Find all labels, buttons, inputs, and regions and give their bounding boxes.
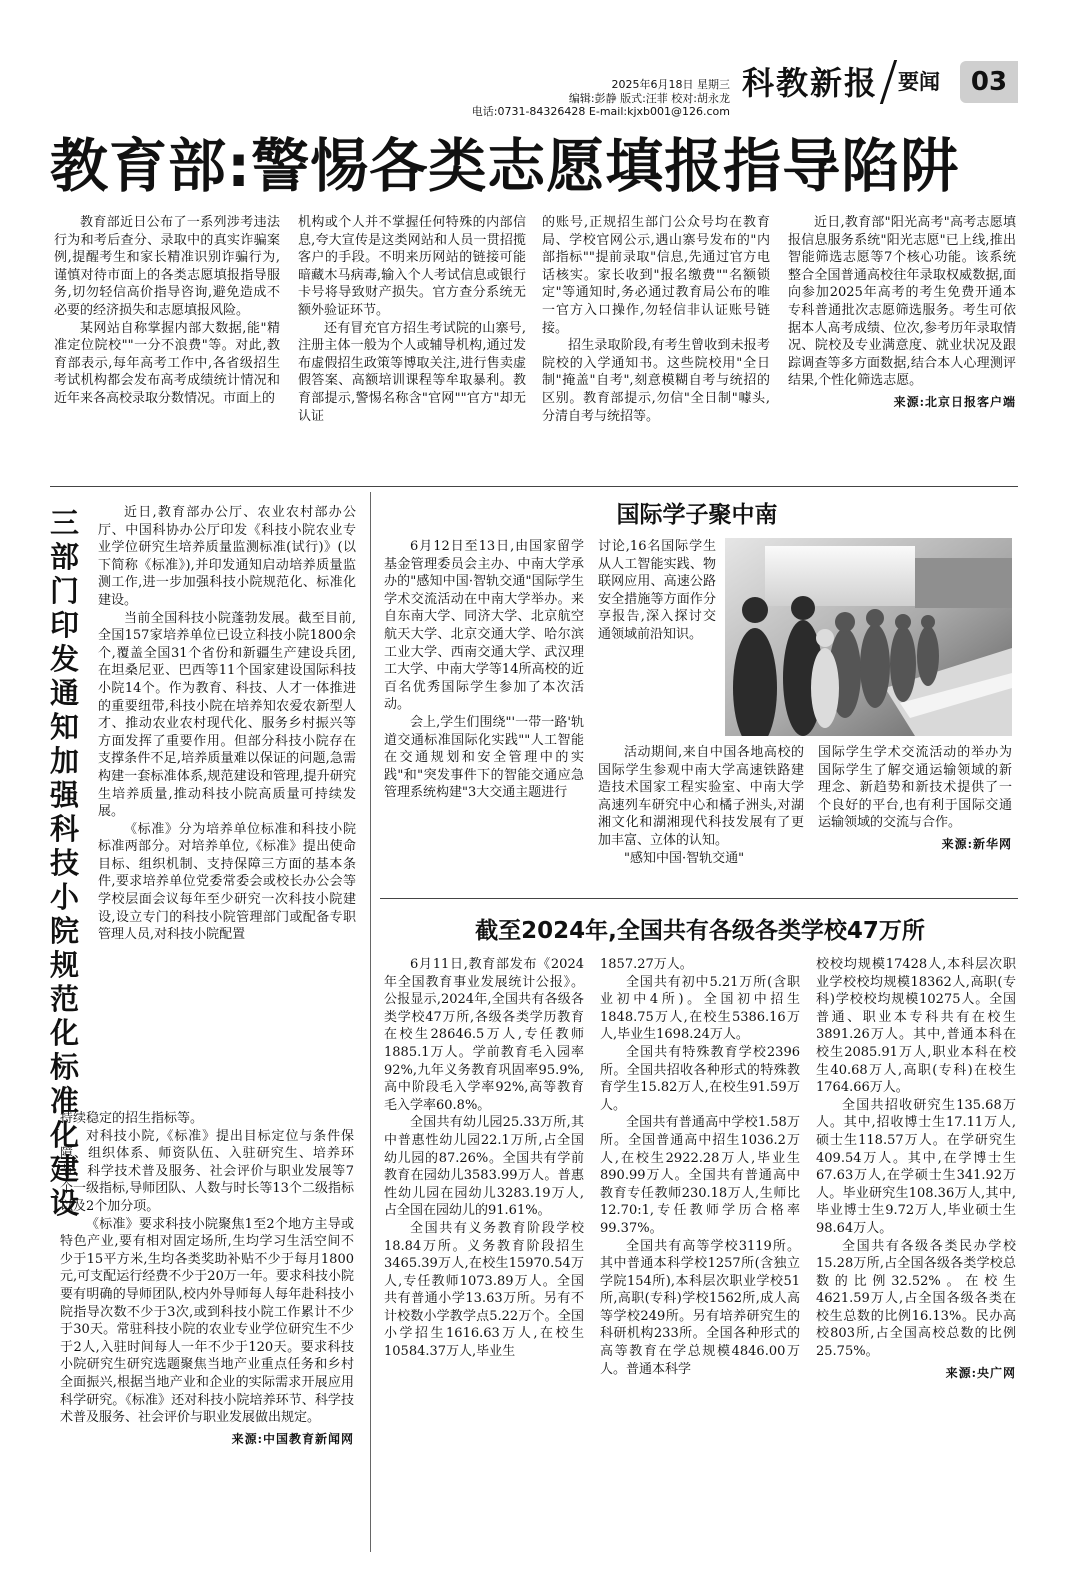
article1-col4 — [788, 214, 1016, 412]
article2-paragraph: 当前全国科技小院蓬勃发展。截至目前,全国157家培养单位已设立科技小院1800余个,覆盖全国31个省份和新疆生产建设兵团,在坦桑尼亚、巴西等11个国家建设国际科技小院14个。作为教育、科技、人才一体推进的重要纽带,科技小院在培养知农爱农新型人才、推动农业农村现代化、服务乡村振兴等方面发挥了重要作用。但部分科技小院存在支撑条件不足,培养质量难以保证的问题,急需构建一套标准体系,规范建设和管理,提升研究生培养质量,推动科技小院高质量可持续发展。 — [98, 610, 356, 820]
article3-col3 — [818, 744, 1012, 854]
article3-title: 国际学子聚中南 — [616, 502, 778, 528]
article3-paragraph: 活动期间,来自中国各地高校的国际学生参观中南大学高速铁路建造技术国家工程实验室、中南大学高速列车研究中心和橘子洲头,对湖湘文化和湖湘现代科技发展有了更加丰富、立体的认知。 — [598, 745, 804, 848]
article1-paragraph: 还有冒充官方招生考试院的山寨号,注册主体一般为个人或辅导机构,通过发布虚假招生政策等博取关注,进行售卖虚假答案、高额培训课程等牟取暴利。教育部提示,警惕名称含"官网""官方"却无认证 — [298, 320, 526, 424]
article4-paragraph: 1857.27万人。 — [600, 957, 693, 972]
article4-title: 截至2024年,全国共有各级各类学校47万所 — [475, 918, 925, 944]
article4-paragraph: 全国共有普通高中学校1.58万所。全国普通高中招生1036.2万人,在校生2922.28万人,毕业生890.99万人。全国共有普通高中教育专任教师230.18万人,生师比12.70:1,专任教师学历合格率99.37%。 — [600, 1115, 800, 1236]
article4-paragraph: 校校均规模17428人,本科层次职业学校校均规模18362人,高职(专科)学校校均规模10275人。全国普通、职业本专科共有在校生3891.26万人。其中,普通本科在校生2085.91万人,职业本科在校生40.68万人,高职(专科)在校生1764.66万人。 — [816, 957, 1016, 1096]
article4-col2 — [600, 956, 800, 1378]
masthead-info — [460, 78, 730, 119]
article4-paragraph: 全国共有各级各类民办学校15.28万所,占全国各级各类学校总数的比例32.52%。在校生4621.59万人,占全国各级各类在校生总数的比例16.13%。民办高校803所,占全国高校总数的比例25.75%。 — [816, 1238, 1016, 1360]
section-divider — [380, 898, 1018, 899]
article1-source: 来源:北京日报客户端 — [893, 394, 1016, 409]
article1-paragraph: 的账号,正规招生部门公众号均在教育局、学校官网公示,遇山寨号发布的"内部指标""提前录取"信息,先通过官方电话核实。家长收到"报名缴费""名额锁定"等通知时,务必通过教育局公布的唯一官方入口操作,勿轻信非认证账号链接。 — [542, 215, 770, 336]
section-divider — [50, 486, 1018, 487]
article3-paragraph: 国际学生学术交流活动的举办为国际学生了解交通运输领域的新理念、新趋势和新技术提供了一个良好的平台,也有利于国际交通运输领域的交流与合作。 — [818, 745, 1012, 831]
article4-paragraph: 全国共有高等学校3119所。其中普通本科学校1257所(含独立学院154所),本科层次职业学校51所,高职(专科)学校1562所,成人高等学校249所。另有培养研究生的科研机构233所。全国各种形式的高等教育在学总规模4846.00万人。普通本科学 — [600, 1238, 800, 1377]
article2-paragraph: 《标准》要求科技小院聚焦1至2个地方主导或特色产业,要有相对固定场所,生均学习生活空间不少于15平方米,生均各类奖助补贴不少于每月1800元,可支配运行经费不少于20万一年。要求科技小院要有明确的导师团队,校内外导师每人每年赴科技小院指导次数不少于3次,或到科技小院工作累计不少于30天。常驻科技小院的农业专业学位研究生不少于2人,入驻时间每人一年不少于120天。要求科技小院研究生研究选题聚焦当地产业重点任务和乡村全面振兴,根据当地产业和企业的实际需求开展应用科学研究。《标准》还对科技小院培养环节、科学技术普及服务、社会评价与职业发展做出规定。 — [60, 1216, 354, 1426]
article1-paragraph: 教育部近日公布了一系列涉考违法行为和考后查分、录取中的真实诈骗案例,提醒考生和家长精准识别诈骗行为,谨慎对待市面上的各类志愿填报指导服务,切勿轻信高价指导咨询,避免造成不必要的经济损失和志愿填报风险。 — [54, 215, 280, 318]
article2-text-upper — [98, 504, 356, 944]
article1-col2 — [298, 214, 526, 425]
article4-paragraph: 全国共有初中5.21万所(含职业初中4所)。全国初中招生1848.75万人,在校生5386.16万人,毕业生1698.24万人。 — [600, 974, 800, 1043]
article4-col1 — [384, 956, 584, 1361]
article3-source: 来源:新华网 — [941, 836, 1012, 851]
article1-paragraph: 某网站自称掌握内部大数据,能"精准定位院校""一分不浪费"等。对此,教育部表示,每年高考工作中,各省级招生考试机构都会发布高考成绩统计情况和近年来各高校录取分数情况。市面上的 — [54, 320, 280, 406]
article1-col1 — [54, 214, 280, 408]
masthead-divider — [880, 60, 897, 104]
article1-col3 — [542, 214, 770, 425]
article2-paragraph: 持续稳定的招生指标等。 — [60, 1111, 204, 1126]
editors-line: 编辑:彭静 版式:汪菲 校对:胡永龙 — [568, 91, 730, 105]
article3-photo — [725, 538, 1012, 736]
article2-title: 三部门印发通知加强科技小院规范化标准化建设 — [50, 506, 80, 1220]
article4-paragraph: 全国共有特殊教育学校2396所。全国共招收各种形式的特殊教育学生15.82万人,在校生91.59万人。 — [600, 1044, 800, 1113]
paper-name: 科教新报 — [742, 64, 879, 102]
article4-paragraph: 全国共招收研究生135.68万人。其中,招收博士生17.11万人,硕士生118.57万人。在学研究生409.54万人。其中,在学博士生67.63万人,在学硕士生341.92万人。毕业研究生108.36万人,其中,毕业博士生9.72万人,毕业硕士生98.64万人。 — [816, 1097, 1016, 1236]
article4-col3 — [816, 956, 1016, 1382]
article1-paragraph: 近日,教育部"阳光高考"高考志愿填报信息服务系统"阳光志愿"已上线,推出智能筛选志愿等7个核心功能。该系统整合全国普通高校往年录取权威数据,面向参加2025年高考的考生免费开通本专科普通批次志愿筛选服务。考生可依据本人高考成绩、位次,参考历年录取情况、院校及专业满意度、就业状况及跟踪调查等多方面数据,结合本人心理测评结果,个性化筛选志愿。 — [788, 215, 1016, 389]
article4-source: 来源:央广网 — [945, 1365, 1016, 1380]
article2-paragraph: 对科技小院,《标准》提出目标定位与条件保障、组织体系、师资队伍、入驻研究生、培养环节、科学技术普及服务、社会评价与职业发展等7个一级指标,导师团队、人数与时长等13个二级指标以及2个加分项。 — [60, 1128, 354, 1214]
article1-headline: 教育部:警惕各类志愿填报指导陷阱 — [50, 132, 960, 200]
article2-paragraph: 近日,教育部办公厅、农业农村部办公厅、中国科协办公厅印发《科技小院农业专业学位研究生培养质量监测标准(试行)》(以下简称《标准》),并印发通知启动培养质量监测工作,进一步加强科技小院规范化、标准化建设。 — [98, 505, 356, 608]
article4-paragraph: 全国共有幼儿园25.33万所,其中普惠性幼儿园22.1万所,占全国幼儿园的87.26%。全国共有学前教育在园幼儿3583.99万人。普惠性幼儿园在园幼儿3283.19万人,占全国在园幼儿的91.61%。 — [384, 1115, 584, 1219]
article2-paragraph: 《标准》分为培养单位标准和科技小院标准两部分。对培养单位,《标准》提出使命目标、组织机制、支持保障三方面的基本条件,要求培养单位党委常委会或校长办公会等学校层面会议每年至少研究一次科技小院建设,设立专门的科技小院管理部门或配备专职管理人员,对科技小院配置 — [98, 821, 356, 943]
article3-paragraph: 讨论,16名国际学生从人工智能实践、物联网应用、高速公路安全措施等方面作分享报告,深入探讨交通领域前沿知识。 — [598, 539, 716, 642]
date-line: 2025年6月18日 星期三 — [611, 78, 730, 91]
article1-paragraph: 招生录取阶段,有考生曾收到未报考院校的入学通知书。这些院校用"全日制"掩盖"自考",刻意模糊自考与统招的区别。教育部提示,勿信"全日制"噱头,分清自考与统招等。 — [542, 338, 770, 424]
column-divider — [370, 492, 371, 1552]
article3-col2 — [598, 538, 716, 644]
page-number: 03 — [960, 61, 1018, 103]
article3-col2-lower — [598, 744, 804, 867]
contact-line: 电话:0731-84326428 E-mail:kjxb001@126.com — [471, 105, 730, 118]
article4-paragraph: 全国共有义务教育阶段学校18.84万所。义务教育阶段招生3465.39万人,在校生15970.54万人,专任教师1073.89万人。全国共有普通小学13.63万所。另有不计校数小学教学点5.22万个。全国小学招生1616.63万人,在校生10584.37万人,毕业生 — [384, 1220, 584, 1360]
article3-col1 — [384, 538, 584, 802]
students-visit-lab-photo — [725, 538, 1012, 736]
article3-paragraph: 会上,学生们围绕"'一带一路'轨道交通标准国际化实践""人工智能在交通规划和安全管理中的实践"和"突发事件下的智能交通应急管理系统构建"3大交通主题进行 — [384, 714, 584, 801]
article2-text-lower — [60, 1110, 354, 1448]
article3-paragraph: 6月12日至13日,由国家留学基金管理委员会主办、中南大学承办的"感知中国·智轨交通"国际学生学术交流活动在中南大学举办。来自东南大学、同济大学、北京航空航天大学、北京交通大学、哈尔滨工业大学、西南交通大学、武汉理工大学、中南大学等14所高校的近百名优秀国际学生参加了本次活动。 — [384, 539, 584, 713]
article4-paragraph: 6月11日,教育部发布《2024年全国教育事业发展统计公报》。公报显示,2024年,全国共有各级各类学校47万所,各级各类学历教育在校生28646.5万人,专任教师1885.1万人。学前教育毛入园率92%,九年义务教育巩固率95.9%,高中阶段毛入学率92%,高等教育毛入学率60.8%。 — [384, 957, 584, 1113]
article2-source: 来源:中国教育新闻网 — [231, 1431, 354, 1446]
article3-paragraph: "感知中国·智轨交通" — [624, 850, 745, 866]
section-name: 要闻 — [898, 70, 940, 94]
article1-paragraph: 机构或个人并不掌握任何特殊的内部信息,夸大宣传是这类网站和人员一贯招揽客户的手段。不明来历网站的链接可能暗藏木马病毒,输入个人考试信息或银行卡号将导致财产损失。官方查分系统无额外验证环节。 — [298, 215, 526, 318]
